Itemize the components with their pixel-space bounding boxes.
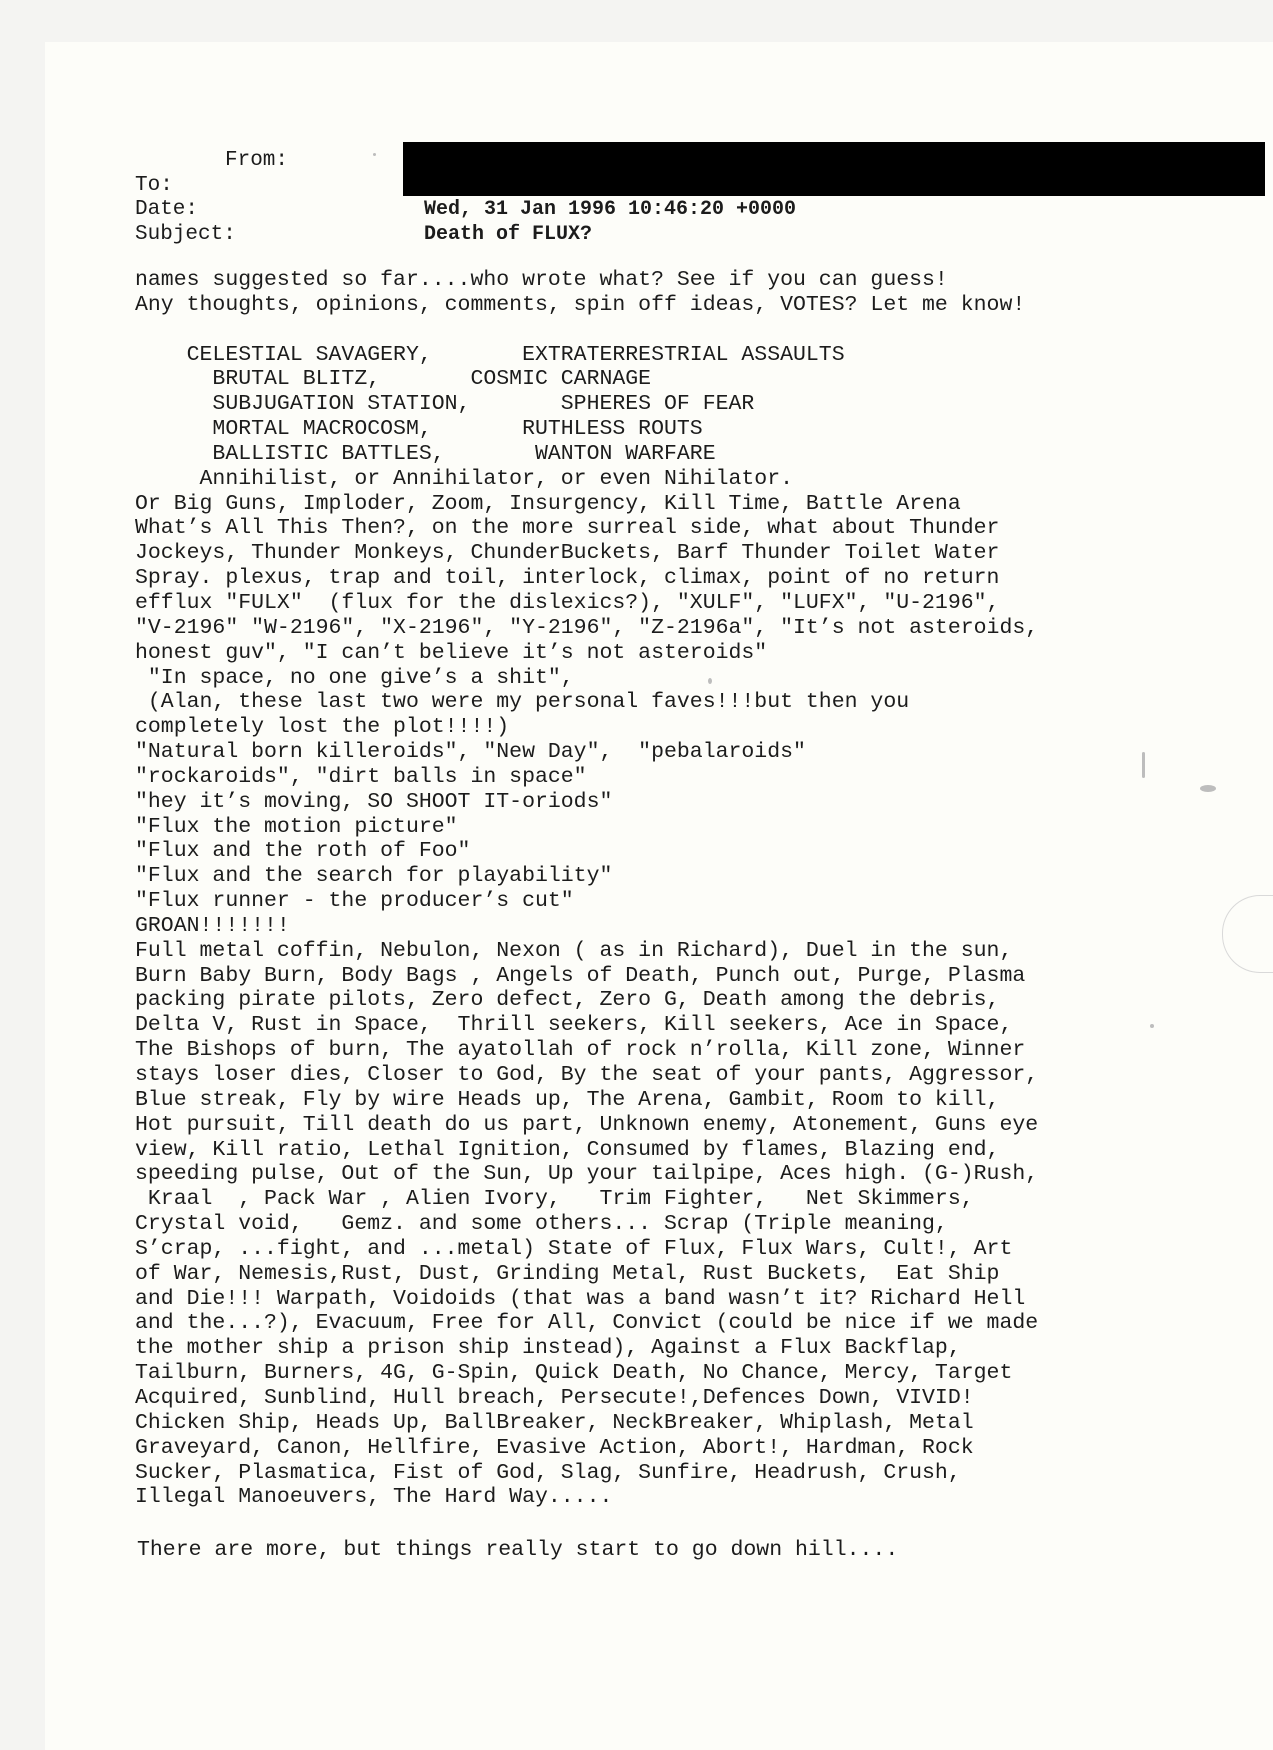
body-line: Annihilist, or Annihilator, or even Nihilator. bbox=[135, 466, 794, 491]
body-line: and Die!!! Warpath, Voidoids (that was a band wasn’t it? Richard Hell bbox=[135, 1286, 1026, 1311]
body-line: "Flux and the roth of Foo" bbox=[135, 839, 471, 864]
body-line: speeding pulse, Out of the Sun, Up your tailpipe, Aces high. (G-)Rush, bbox=[135, 1162, 1039, 1187]
paper-speck bbox=[1142, 752, 1145, 778]
body-line: CELESTIAL SAVAGERY, EXTRATERRESTRIAL ASSAULTS bbox=[135, 342, 845, 367]
body-line: Tailburn, Burners, 4G, G-Spin, Quick Death, No Chance, Mercy, Target bbox=[135, 1361, 1013, 1386]
body-line: SUBJUGATION STATION, SPHERES OF FEAR bbox=[135, 392, 755, 417]
body-line: Acquired, Sunblind, Hull breach, Persecute!,Defences Down, VIVID! bbox=[135, 1385, 974, 1410]
body-line: efflux "FULX" (flux for the dislexics?), "XULF", "LUFX", "U-2196", bbox=[135, 590, 1000, 615]
body-line: "hey it’s moving, SO SHOOT IT-oriods" bbox=[135, 789, 613, 814]
body-line: GROAN!!!!!!! bbox=[135, 913, 290, 938]
date-label: Date: bbox=[135, 198, 199, 221]
paper-speck bbox=[708, 678, 712, 684]
body-line: What’s All This Then?, on the more surreal side, what about Thunder bbox=[135, 516, 1000, 541]
body-line: BALLISTIC BATTLES, WANTON WARFARE bbox=[135, 441, 716, 466]
body-line: "Flux and the search for playability" bbox=[135, 864, 613, 889]
subject-value: Death of FLUX? bbox=[424, 223, 593, 246]
paper-speck bbox=[1200, 785, 1216, 792]
body-line: Full metal coffin, Nebulon, Nexon ( as in Richard), Duel in the sun, bbox=[135, 938, 1013, 963]
body-line: completely lost the plot!!!!) bbox=[135, 715, 510, 740]
body-line: "Natural born killeroids", "New Day", "pebalaroids" bbox=[135, 740, 806, 765]
date-value: Wed, 31 Jan 1996 10:46:20 +0000 bbox=[424, 198, 797, 221]
body-line: Jockeys, Thunder Monkeys, ChunderBuckets, Barf Thunder Toilet Water bbox=[135, 541, 1000, 566]
message-body bbox=[135, 268, 1255, 1510]
body-line: The Bishops of burn, The ayatollah of rock n’rolla, Kill zone, Winner bbox=[135, 1038, 1026, 1063]
body-line bbox=[135, 318, 1255, 343]
body-line: Graveyard, Canon, Hellfire, Evasive Action, Abort!, Hardman, Rock bbox=[135, 1435, 974, 1460]
redaction-bar bbox=[403, 142, 1265, 196]
body-line: "rockaroids", "dirt balls in space" bbox=[135, 764, 587, 789]
body-line: "In space, no one give’s a shit", bbox=[135, 665, 574, 690]
body-line: S’crap, ...fight, and ...metal) State of Flux, Flux Wars, Cult!, Art bbox=[135, 1236, 1013, 1261]
body-line: "Flux the motion picture" bbox=[135, 814, 458, 839]
body-line: honest guv", "I can’t believe it’s not asteroids" bbox=[135, 640, 768, 665]
body-line: Burn Baby Burn, Body Bags , Angels of Death, Punch out, Purge, Plasma bbox=[135, 963, 1026, 988]
body-line: BRUTAL BLITZ, COSMIC CARNAGE bbox=[135, 367, 652, 392]
body-line: the mother ship a prison ship instead), Against a Flux Backflap, bbox=[135, 1336, 961, 1361]
body-line: Crystal void, Gemz. and some others... Scrap (Triple meaning, bbox=[135, 1212, 948, 1237]
body-line: (Alan, these last two were my personal faves!!!but then you bbox=[135, 690, 910, 715]
body-line: Delta V, Rust in Space, Thrill seekers, Kill seekers, Ace in Space, bbox=[135, 1013, 1013, 1038]
body-line: and the...?), Evacuum, Free for All, Convict (could be nice if we made bbox=[135, 1311, 1039, 1336]
body-line: "Flux runner - the producer’s cut" bbox=[135, 889, 574, 914]
from-label: From: bbox=[225, 149, 289, 172]
body-line: names suggested so far....who wrote what? See if you can guess! bbox=[135, 268, 948, 292]
body-line: Hot pursuit, Till death do us part, Unknown enemy, Atonement, Guns eye bbox=[135, 1112, 1039, 1137]
body-line: Blue streak, Fly by wire Heads up, The Arena, Gambit, Room to kill, bbox=[135, 1087, 1000, 1112]
body-line: Sucker, Plasmatica, Fist of God, Slag, Sunfire, Headrush, Crush, bbox=[135, 1460, 961, 1485]
closing-line: There are more, but things really start to go down hill.... bbox=[137, 1538, 899, 1562]
body-line: stays loser dies, Closer to God, By the seat of your pants, Aggressor, bbox=[135, 1063, 1039, 1087]
body-line: of War, Nemesis,Rust, Dust, Grinding Metal, Rust Buckets, Eat Ship bbox=[135, 1261, 1000, 1286]
body-line: "V-2196" "W-2196", "X-2196", "Y-2196", "Z-2196a", "It’s not asteroids, bbox=[135, 615, 1039, 640]
paper-speck bbox=[373, 153, 376, 156]
body-line: Illegal Manoeuvers, The Hard Way..... bbox=[135, 1485, 613, 1510]
subject-label: Subject: bbox=[135, 223, 236, 246]
body-line: MORTAL MACROCOSM, RUTHLESS ROUTS bbox=[135, 417, 703, 442]
body-line: Spray. plexus, trap and toil, interlock, climax, point of no return bbox=[135, 566, 1000, 591]
body-line: Kraal , Pack War , Alien Ivory, Trim Fighter, Net Skimmers, bbox=[135, 1187, 974, 1212]
body-line: Or Big Guns, Imploder, Zoom, Insurgency, Kill Time, Battle Arena bbox=[135, 491, 961, 516]
paper-speck bbox=[1150, 1024, 1154, 1028]
to-label: To: bbox=[135, 174, 173, 197]
body-line: view, Kill ratio, Lethal Ignition, Consumed by flames, Blazing end, bbox=[135, 1137, 1000, 1162]
body-line: Chicken Ship, Heads Up, BallBreaker, NeckBreaker, Whiplash, Metal bbox=[135, 1410, 974, 1435]
body-line: Any thoughts, opinions, comments, spin off ideas, VOTES? Let me know! bbox=[135, 292, 1026, 317]
body-line: packing pirate pilots, Zero defect, Zero G, Death among the debris, bbox=[135, 988, 1000, 1013]
